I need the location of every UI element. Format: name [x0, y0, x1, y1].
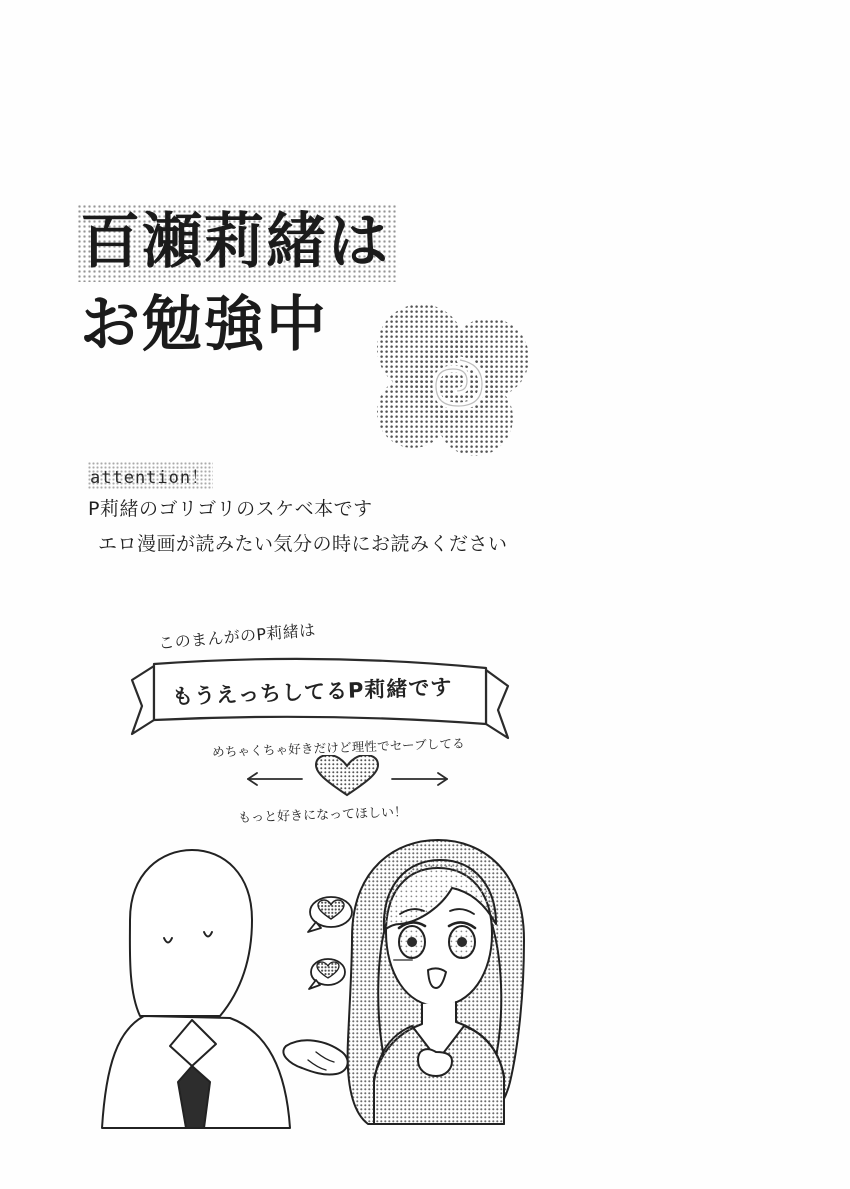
attention-note: [88, 462, 708, 560]
character-illustration: [100, 820, 570, 1130]
halftone-cloud-decoration: [355, 300, 555, 465]
banner-bottom-note: もっと好きになってほしい！: [237, 805, 408, 826]
heart-icon: [316, 755, 378, 795]
title-line-1: 百瀬莉緒は: [78, 205, 396, 282]
attention-line-2: エロ漫画が読みたい気分の時にお読みください: [98, 532, 508, 555]
attention-line-1: P莉緒のゴリゴリのスケベ本です: [88, 498, 373, 520]
banner-mid-note: めちゃくちゃ好きだけど理性でセーブしてる: [211, 735, 466, 760]
banner-top-note: このまんがのP莉緒は: [157, 620, 317, 653]
ribbon-text: もうえっちしてるP莉緒です: [171, 675, 453, 709]
title-line-2: お勉強中: [80, 289, 328, 360]
attention-heading: attention！: [88, 462, 213, 490]
heart-with-arrows: [240, 755, 455, 797]
handwritten-banner-block: [120, 618, 640, 833]
